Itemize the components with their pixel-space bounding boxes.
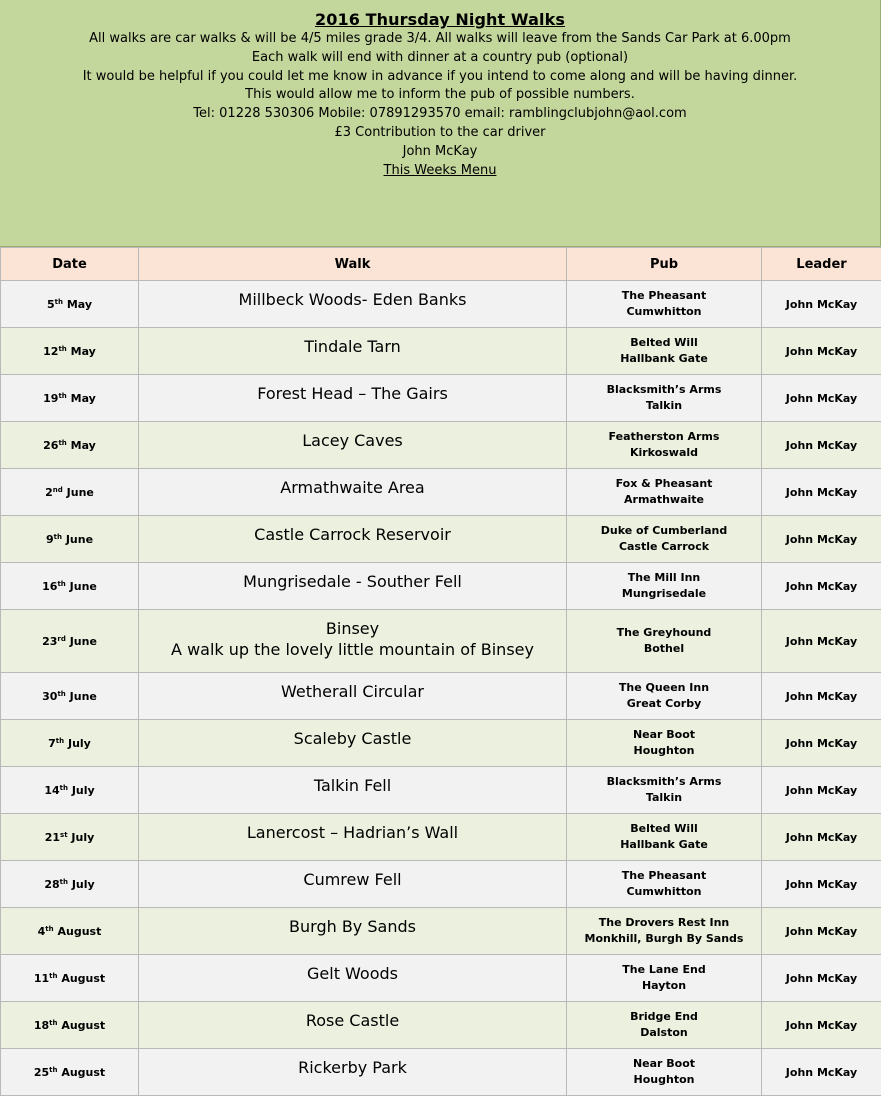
date-month: June — [70, 580, 97, 593]
walk-leader: John McKay — [762, 1002, 881, 1049]
walks-table-body — [1, 281, 881, 1096]
pub-name: Featherston Arms — [567, 429, 761, 445]
info-line-advance-notice: It would be helpful if you could let me know in advance if you intend to come along and will be having dinner. — [0, 68, 880, 87]
date-month: August — [61, 1019, 105, 1032]
date-day: 18 — [34, 1019, 49, 1032]
table-row — [1, 955, 881, 1002]
pub-cell — [567, 814, 762, 861]
date-month: June — [67, 486, 94, 499]
walk-name-cell — [139, 516, 567, 563]
pub-name: The Pheasant — [567, 868, 761, 884]
date-month: July — [72, 784, 95, 797]
pub-location: Armathwaite — [567, 492, 761, 508]
walk-date — [1, 516, 139, 563]
walk-name-cell — [139, 422, 567, 469]
walk-name-cell — [139, 955, 567, 1002]
walk-date — [1, 563, 139, 610]
walk-leader: John McKay — [762, 673, 881, 720]
weekly-menu-link[interactable]: This Weeks Menu — [0, 162, 880, 181]
date-day: 12 — [43, 345, 58, 358]
contribution-line: £3 Contribution to the car driver — [0, 124, 880, 143]
walk-name: Millbeck Woods- Eden Banks — [239, 290, 467, 309]
pub-cell — [567, 1049, 762, 1096]
date-suffix: th — [57, 690, 65, 698]
pub-name: The Mill Inn — [567, 570, 761, 586]
walk-name: Wetherall Circular — [281, 682, 424, 701]
table-row — [1, 469, 881, 516]
pub-location: Houghton — [567, 743, 761, 759]
pub-location: Dalston — [567, 1025, 761, 1041]
pub-location: Mungrisedale — [567, 586, 761, 602]
walks-table — [0, 247, 881, 1096]
pub-name: Duke of Cumberland — [567, 523, 761, 539]
date-day: 25 — [34, 1066, 49, 1079]
walk-leader: John McKay — [762, 469, 881, 516]
contact-line: Tel: 01228 530306 Mobile: 07891293570 email: ramblingclubjohn@aol.com — [0, 105, 880, 124]
pub-name: Near Boot — [567, 727, 761, 743]
date-day: 9 — [46, 533, 54, 546]
table-row — [1, 673, 881, 720]
date-day: 5 — [47, 298, 55, 311]
pub-location: Talkin — [567, 398, 761, 414]
walk-name: Rickerby Park — [298, 1058, 407, 1077]
walk-name-cell — [139, 814, 567, 861]
walk-name: Binsey — [326, 619, 379, 638]
info-line-pub-numbers: This would allow me to inform the pub of possible numbers. — [0, 86, 880, 105]
walk-leader: John McKay — [762, 720, 881, 767]
walk-name: Lanercost – Hadrian’s Wall — [247, 823, 458, 842]
table-row — [1, 328, 881, 375]
walk-leader: John McKay — [762, 375, 881, 422]
walk-name: Tindale Tarn — [304, 337, 401, 356]
date-suffix: th — [60, 784, 68, 792]
pub-cell — [567, 469, 762, 516]
pub-name: The Lane End — [567, 962, 761, 978]
header-banner — [0, 0, 881, 247]
pub-location: Hallbank Gate — [567, 837, 761, 853]
walk-name-cell — [139, 469, 567, 516]
walk-leader: John McKay — [762, 767, 881, 814]
pub-cell — [567, 1002, 762, 1049]
date-day: 21 — [45, 831, 60, 844]
pub-cell — [567, 281, 762, 328]
walk-date — [1, 955, 139, 1002]
pub-name: Blacksmith’s Arms — [567, 774, 761, 790]
pub-name: Belted Will — [567, 821, 761, 837]
walk-date — [1, 1002, 139, 1049]
date-month: June — [70, 635, 97, 648]
date-month: August — [61, 972, 105, 985]
walk-name-cell — [139, 908, 567, 955]
walk-date — [1, 908, 139, 955]
walk-name-cell — [139, 375, 567, 422]
walk-leader: John McKay — [762, 281, 881, 328]
table-row — [1, 516, 881, 563]
pub-cell — [567, 422, 762, 469]
date-suffix: th — [58, 439, 66, 447]
pub-location: Cumwhitton — [567, 884, 761, 900]
date-day: 16 — [42, 580, 57, 593]
pub-cell — [567, 955, 762, 1002]
pub-cell — [567, 375, 762, 422]
walk-leader: John McKay — [762, 955, 881, 1002]
column-header-pub: Pub — [567, 248, 762, 281]
date-day: 11 — [34, 972, 49, 985]
walk-leader: John McKay — [762, 610, 881, 673]
walk-leader: John McKay — [762, 1049, 881, 1096]
pub-name: The Pheasant — [567, 288, 761, 304]
date-suffix: st — [60, 831, 68, 839]
walk-leader: John McKay — [762, 563, 881, 610]
date-suffix: nd — [53, 486, 63, 494]
pub-location: Talkin — [567, 790, 761, 806]
walk-date — [1, 814, 139, 861]
pub-name: The Drovers Rest Inn — [567, 915, 761, 931]
pub-name: The Queen Inn — [567, 680, 761, 696]
walk-name: Gelt Woods — [307, 964, 398, 983]
date-month: May — [71, 392, 96, 405]
pub-location: Hallbank Gate — [567, 351, 761, 367]
date-day: 2 — [45, 486, 53, 499]
date-day: 19 — [43, 392, 58, 405]
organiser-name: John McKay — [0, 143, 880, 162]
walk-name: Talkin Fell — [314, 776, 391, 795]
walk-name: Lacey Caves — [302, 431, 403, 450]
pub-location: Great Corby — [567, 696, 761, 712]
walk-name: Castle Carrock Reservoir — [254, 525, 451, 544]
table-row — [1, 767, 881, 814]
date-day: 4 — [38, 925, 46, 938]
pub-location: Cumwhitton — [567, 304, 761, 320]
pub-name: Near Boot — [567, 1056, 761, 1072]
info-line-dinner: Each walk will end with dinner at a country pub (optional) — [0, 49, 880, 68]
date-day: 28 — [44, 878, 59, 891]
walk-date — [1, 1049, 139, 1096]
pub-cell — [567, 673, 762, 720]
walk-name: Armathwaite Area — [280, 478, 424, 497]
walk-leader: John McKay — [762, 516, 881, 563]
table-row — [1, 610, 881, 673]
pub-location: Monkhill, Burgh By Sands — [567, 931, 761, 947]
walk-name: Rose Castle — [306, 1011, 399, 1030]
table-row — [1, 1049, 881, 1096]
date-month: May — [71, 345, 96, 358]
pub-cell — [567, 610, 762, 673]
info-line-walk-details: All walks are car walks & will be 4/5 miles grade 3/4. All walks will leave from the Sands Car Park at 6.00pm — [0, 30, 880, 49]
walk-name-cell — [139, 673, 567, 720]
column-header-walk: Walk — [139, 248, 567, 281]
pub-name: Blacksmith’s Arms — [567, 382, 761, 398]
pub-cell — [567, 328, 762, 375]
table-row — [1, 814, 881, 861]
walk-leader: John McKay — [762, 328, 881, 375]
walk-name-cell — [139, 1002, 567, 1049]
walk-name-cell — [139, 1049, 567, 1096]
table-row — [1, 375, 881, 422]
walk-date — [1, 328, 139, 375]
walk-name-cell — [139, 720, 567, 767]
walk-date — [1, 720, 139, 767]
table-row — [1, 908, 881, 955]
date-month: July — [72, 878, 95, 891]
walk-name-cell — [139, 328, 567, 375]
table-row — [1, 861, 881, 908]
date-suffix: th — [54, 533, 62, 541]
date-suffix: th — [49, 972, 57, 980]
date-day: 14 — [44, 784, 59, 797]
table-row — [1, 1002, 881, 1049]
walk-date — [1, 469, 139, 516]
walk-date — [1, 767, 139, 814]
walk-name: Mungrisedale - Souther Fell — [243, 572, 462, 591]
table-row — [1, 422, 881, 469]
pub-cell — [567, 516, 762, 563]
date-suffix: th — [49, 1019, 57, 1027]
date-month: June — [66, 533, 93, 546]
date-suffix: th — [45, 925, 53, 933]
table-row — [1, 281, 881, 328]
walk-description: A walk up the lovely little mountain of Binsey — [139, 639, 566, 660]
date-suffix: th — [56, 737, 64, 745]
pub-location: Bothel — [567, 641, 761, 657]
pub-name: Fox & Pheasant — [567, 476, 761, 492]
date-suffix: th — [58, 345, 66, 353]
date-month: May — [67, 298, 92, 311]
date-month: June — [70, 690, 97, 703]
date-day: 7 — [48, 737, 56, 750]
column-header-leader: Leader — [762, 248, 881, 281]
date-month: July — [68, 737, 91, 750]
pub-cell — [567, 563, 762, 610]
date-day: 26 — [43, 439, 58, 452]
pub-cell — [567, 908, 762, 955]
pub-location: Kirkoswald — [567, 445, 761, 461]
pub-name: Bridge End — [567, 1009, 761, 1025]
walk-leader: John McKay — [762, 908, 881, 955]
walk-name-cell — [139, 281, 567, 328]
walk-leader: John McKay — [762, 861, 881, 908]
walk-name-cell — [139, 861, 567, 908]
page-title: 2016 Thursday Night Walks — [0, 10, 880, 30]
walk-name-cell — [139, 563, 567, 610]
date-day: 23 — [42, 635, 57, 648]
walk-date — [1, 422, 139, 469]
table-header-row — [1, 248, 881, 281]
table-row — [1, 563, 881, 610]
walk-date — [1, 861, 139, 908]
date-suffix: th — [58, 392, 66, 400]
date-suffix: th — [55, 298, 63, 306]
walk-name-cell — [139, 767, 567, 814]
column-header-date: Date — [1, 248, 139, 281]
date-month: August — [57, 925, 101, 938]
pub-cell — [567, 767, 762, 814]
pub-location: Hayton — [567, 978, 761, 994]
pub-name: Belted Will — [567, 335, 761, 351]
walk-leader: John McKay — [762, 422, 881, 469]
pub-cell — [567, 720, 762, 767]
walk-leader: John McKay — [762, 814, 881, 861]
date-day: 30 — [42, 690, 57, 703]
walk-date — [1, 673, 139, 720]
pub-location: Castle Carrock — [567, 539, 761, 555]
walk-name-cell — [139, 610, 567, 673]
walk-name: Scaleby Castle — [294, 729, 412, 748]
date-suffix: th — [49, 1066, 57, 1074]
walk-date — [1, 610, 139, 673]
date-month: August — [61, 1066, 105, 1079]
table-row — [1, 720, 881, 767]
date-month: May — [71, 439, 96, 452]
date-month: July — [71, 831, 94, 844]
walk-date — [1, 375, 139, 422]
walk-name: Cumrew Fell — [303, 870, 401, 889]
walk-name: Burgh By Sands — [289, 917, 416, 936]
date-suffix: th — [57, 580, 65, 588]
pub-cell — [567, 861, 762, 908]
walk-name: Forest Head – The Gairs — [257, 384, 448, 403]
pub-name: The Greyhound — [567, 625, 761, 641]
pub-location: Houghton — [567, 1072, 761, 1088]
date-suffix: rd — [57, 635, 65, 643]
date-suffix: th — [60, 878, 68, 886]
walk-date — [1, 281, 139, 328]
